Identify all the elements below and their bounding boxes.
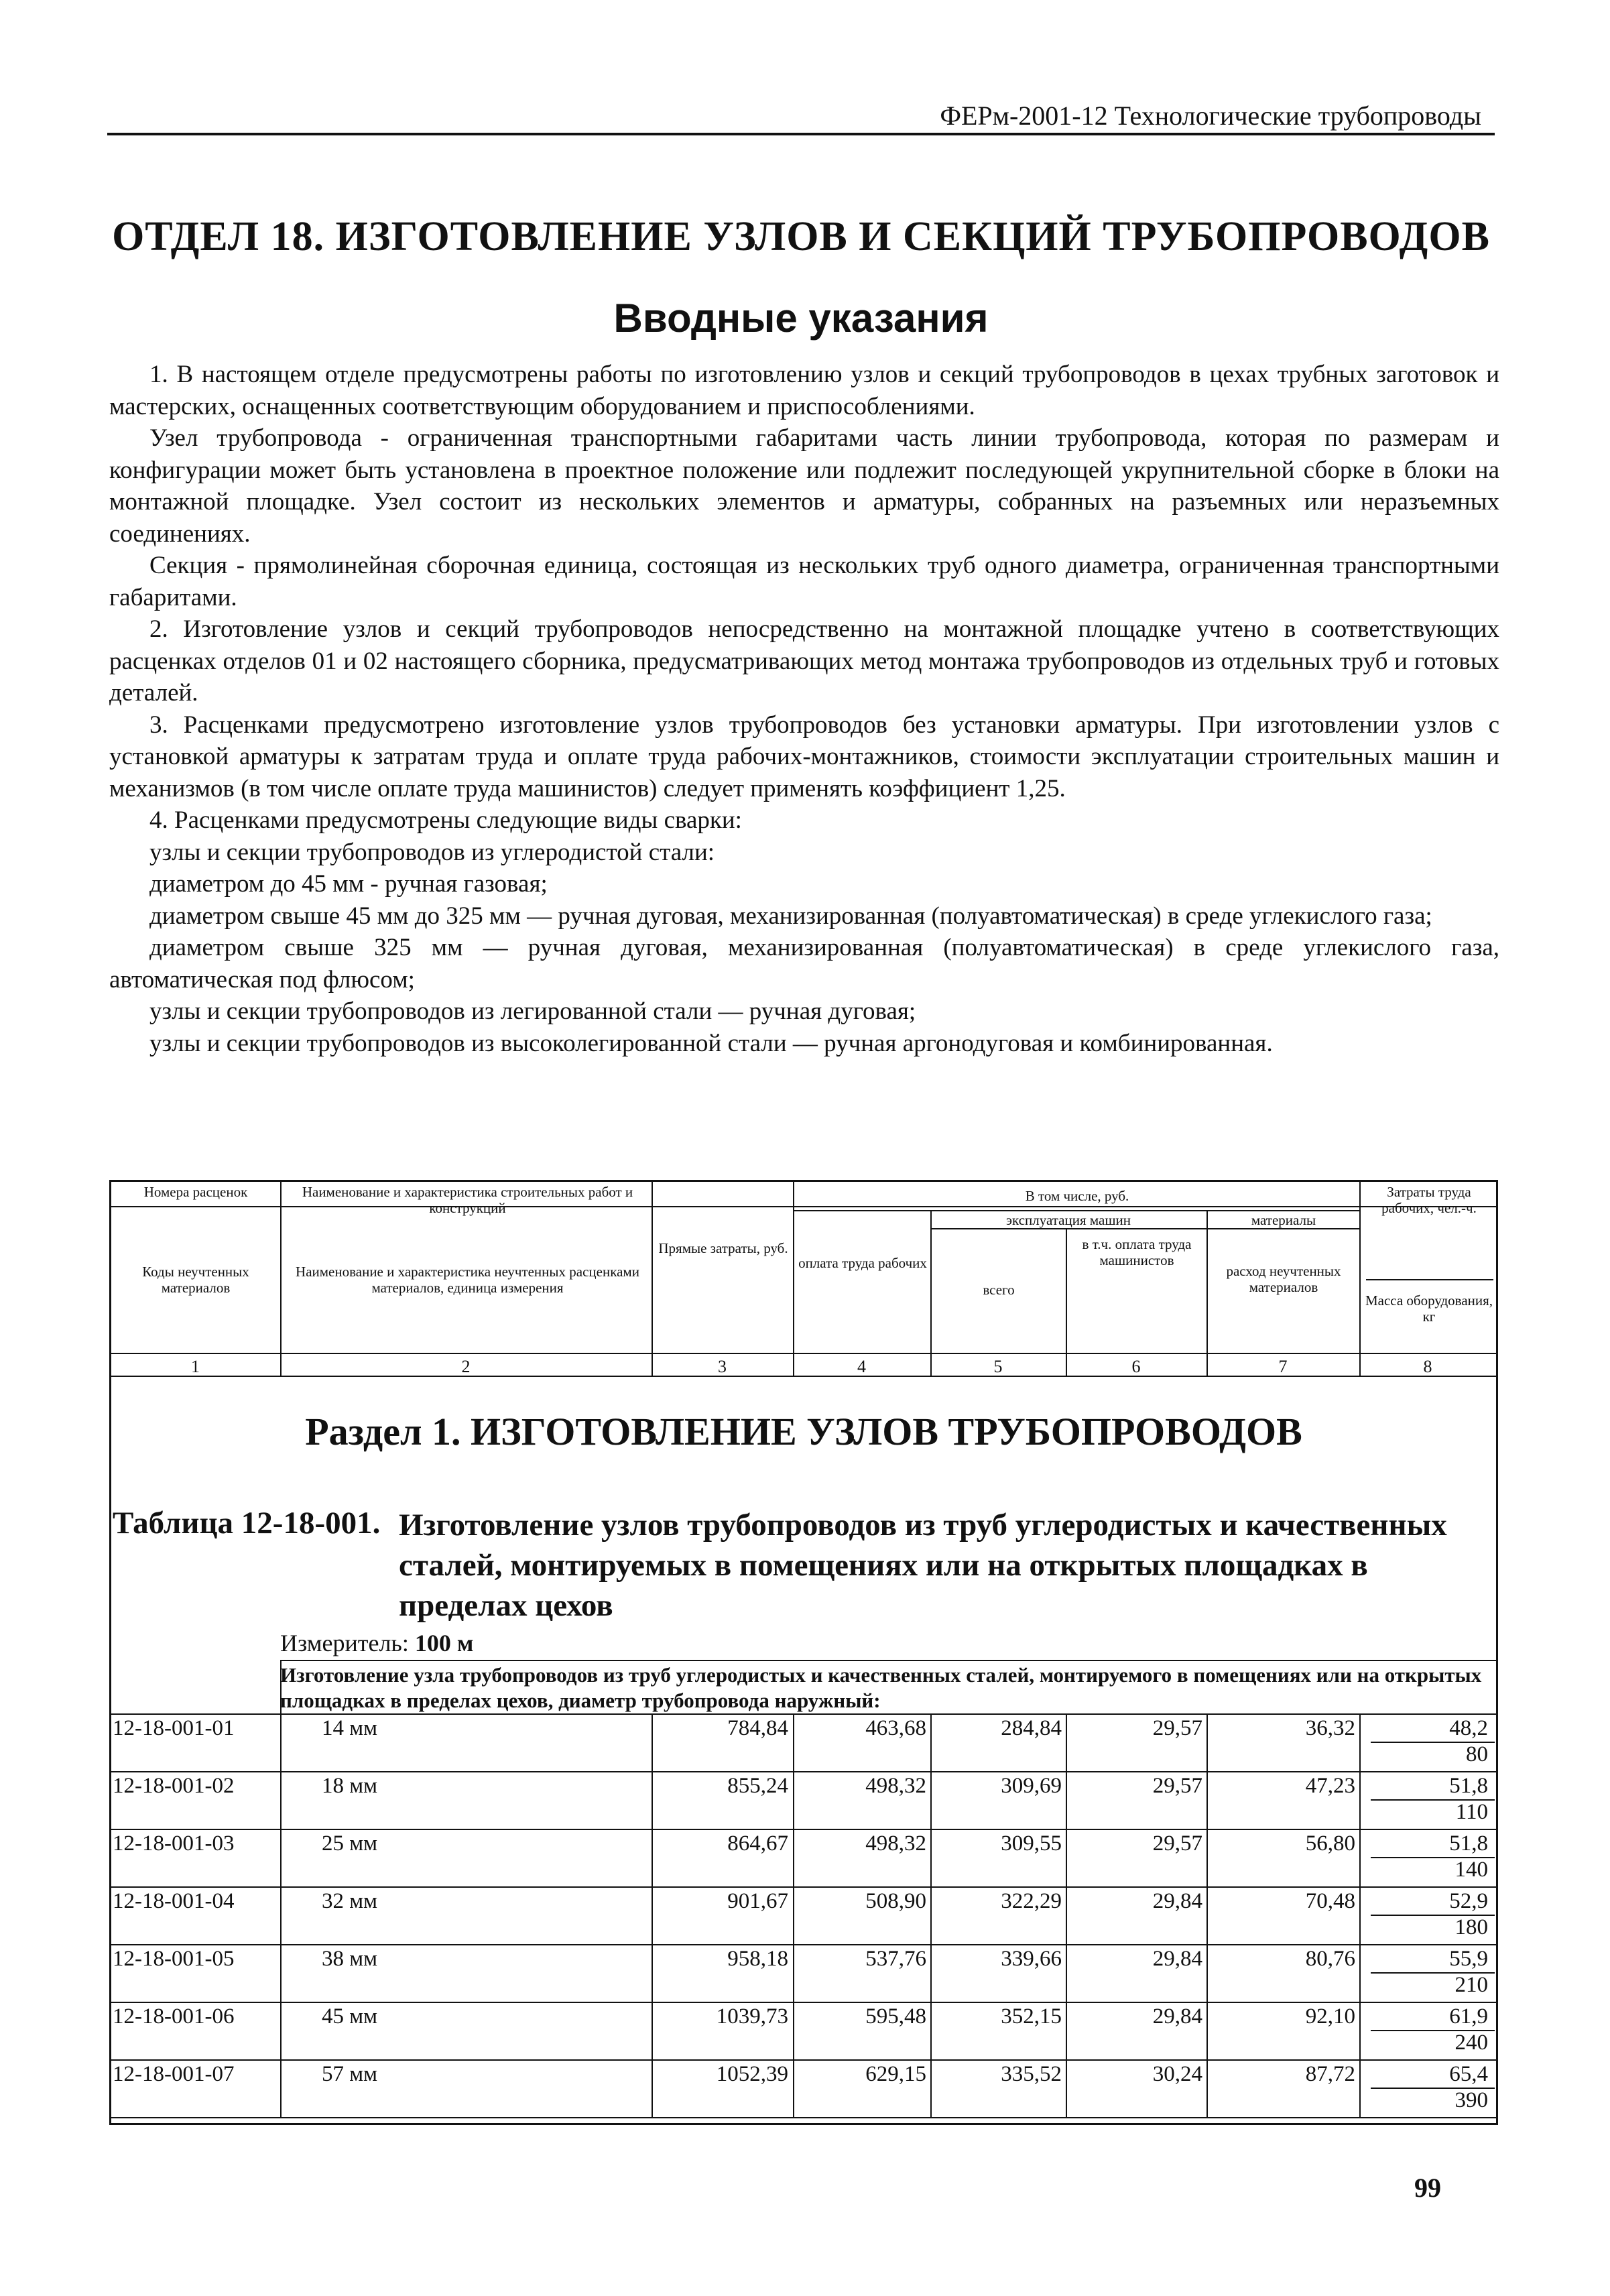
work-name: 18 мм — [322, 1774, 378, 1798]
cell-labor-pay: 498,32 — [865, 1774, 926, 1798]
work-name: 45 мм — [322, 2004, 378, 2029]
table-rule — [652, 1829, 653, 1886]
table-rule — [280, 2002, 282, 2059]
table-rule — [280, 2059, 282, 2117]
cell-direct: 855,24 — [727, 1774, 788, 1798]
table-rule — [1359, 1886, 1361, 1944]
table-rule — [793, 1713, 794, 1771]
table-rule — [652, 1771, 653, 1829]
table-rule — [1206, 1829, 1208, 1886]
header-material-name: Наименование и характеристика неучтенных расценками материалов, единица измерения — [296, 1264, 639, 1296]
equipment-mass: 180 — [1454, 1915, 1488, 1939]
work-name: 57 мм — [322, 2062, 378, 2086]
table-rule — [1359, 2002, 1361, 2059]
cell-direct: 1052,39 — [716, 2062, 788, 2086]
table-rule — [109, 1713, 1498, 1715]
table-rule — [109, 1944, 1498, 1945]
table-rule — [930, 1771, 932, 1829]
header-machines-total: всего — [983, 1282, 1015, 1298]
rate-code: 12-18-001-01 — [113, 1716, 235, 1740]
table-rule — [1366, 1279, 1493, 1280]
table-rule — [793, 1944, 794, 2002]
table-rule — [652, 1180, 653, 1376]
table-rule — [930, 1944, 932, 2002]
table-rule — [1359, 1944, 1361, 2002]
rate-code: 12-18-001-03 — [113, 1831, 235, 1856]
table-rule — [1066, 1829, 1067, 1886]
equipment-mass: 240 — [1454, 2031, 1488, 2055]
labor-hours: 48,2 — [1449, 1716, 1488, 1740]
cell-mach-pay: 29,84 — [1152, 1889, 1202, 1913]
work-name: 25 мм — [322, 1831, 378, 1856]
table-rule — [1066, 1771, 1067, 1829]
cell-labor-pay: 508,90 — [865, 1889, 926, 1913]
table-rule — [1359, 2059, 1361, 2117]
table-rule — [280, 1713, 282, 1771]
cell-labor-pay: 595,48 — [865, 2004, 926, 2029]
table-rule — [1206, 2002, 1208, 2059]
table-rule — [652, 1713, 653, 1771]
table-rule — [793, 1829, 794, 1886]
column-number: 3 — [718, 1357, 727, 1376]
cell-direct: 1039,73 — [716, 2004, 788, 2029]
table-rule — [930, 1713, 932, 1771]
table-rule — [930, 1886, 932, 1944]
rate-code: 12-18-001-05 — [113, 1947, 235, 1971]
header-labor-pay: оплата труда рабочих — [798, 1255, 927, 1271]
table-rule — [930, 1829, 932, 1886]
cell-labor-pay: 498,32 — [865, 1831, 926, 1856]
table-rule — [1066, 1713, 1067, 1771]
header-including: В том числе, руб. — [1025, 1188, 1129, 1204]
table-rule — [1359, 1713, 1361, 1771]
cell-materials: 80,76 — [1305, 1947, 1355, 1971]
cell-materials: 70,48 — [1305, 1889, 1355, 1913]
header-direct-costs: Прямые затраты, руб. — [658, 1240, 788, 1256]
cell-materials: 87,72 — [1305, 2062, 1355, 2086]
equipment-mass: 110 — [1455, 1800, 1488, 1824]
table-rule — [1066, 2059, 1067, 2117]
cell-mach-total: 309,55 — [1001, 1831, 1062, 1856]
cell-materials: 36,32 — [1305, 1716, 1355, 1740]
intro-title: Вводные указания — [613, 296, 989, 341]
table-rule — [930, 2002, 932, 2059]
table-rule — [1066, 1228, 1067, 1376]
table-rule — [1206, 1210, 1208, 1376]
table-rule — [793, 1771, 794, 1829]
header-materials: материалы — [1251, 1212, 1316, 1228]
table-rule — [109, 2059, 1498, 2061]
labor-hours: 55,9 — [1449, 1947, 1488, 1971]
intro-paragraph: 2. Изготовление узлов и секций трубопроводов непосредственно на монтажной площадке учтено в соответствующих расценках отделов 01 и 02 настоящего сборника, предусматривающих метод монтажа трубопроводов из отдельных труб и готовых деталей. — [109, 615, 1499, 707]
equipment-mass: 80 — [1466, 1742, 1488, 1766]
intro-paragraph: Узел трубопровода - ограниченная транспортными габаритами часть линии трубопровода, которая по размерам и конфигурации может быть установлена в проектное положение или подлежит последующей укрупнительной сборке в блоки на монтажной площадке. Узел состоит из нескольких элементов и арматуры, собранных на разъемных или неразъемных соединениях. — [109, 424, 1499, 548]
table-rule — [109, 1353, 1498, 1354]
cell-mach-pay: 29,84 — [1152, 1947, 1202, 1971]
table-rule — [1066, 2002, 1067, 2059]
table-rule — [652, 1886, 653, 1944]
intro-paragraph: диаметром свыше 45 мм до 325 мм — ручная дуговая, механизированная (полуавтоматическая) в среде углекислого газа; — [149, 902, 1432, 930]
intro-paragraph: 1. В настоящем отделе предусмотрены работы по изготовлению узлов и секций трубопроводов в цехах трубных заготовок и мастерских, оснащенных соответствующим оборудованием и приспособлениями. — [109, 361, 1499, 420]
cell-mach-total: 335,52 — [1001, 2062, 1062, 2086]
column-number: 1 — [191, 1357, 200, 1376]
cell-direct: 784,84 — [727, 1716, 788, 1740]
table-caption-prefix: Таблица 12-18-001. — [113, 1506, 381, 1540]
intro-paragraph: Секция - прямолинейная сборочная единица, состоящая из нескольких труб одного диаметра, ограниченная транспортными габаритами. — [109, 552, 1499, 611]
table-rule — [793, 1210, 1359, 1211]
header-labor-hours: Затраты труда рабочих, чел.-ч. — [1381, 1184, 1477, 1216]
cell-mach-pay: 29,57 — [1152, 1774, 1202, 1798]
table-rule — [793, 2002, 794, 2059]
measure-unit — [280, 1629, 473, 1657]
table-rule — [280, 1660, 1498, 1661]
equipment-mass: 140 — [1454, 1858, 1488, 1882]
table-rule — [930, 1210, 932, 1376]
cell-materials: 47,23 — [1305, 1774, 1355, 1798]
table-rule — [652, 2059, 653, 2117]
cell-labor-pay: 463,68 — [865, 1716, 926, 1740]
work-name: 38 мм — [322, 1947, 378, 1971]
column-number: 2 — [461, 1357, 471, 1376]
labor-hours: 61,9 — [1449, 2004, 1488, 2029]
cell-mach-pay: 29,84 — [1152, 2004, 1202, 2029]
table-rule — [652, 1944, 653, 2002]
header-equipment-mass: Масса оборудования, кг — [1365, 1292, 1493, 1325]
cell-materials: 56,80 — [1305, 1831, 1355, 1856]
header-rate-numbers: Номера расценок — [143, 1184, 248, 1200]
work-name: 32 мм — [322, 1889, 378, 1913]
table-rule — [1206, 1713, 1208, 1771]
cell-direct: 901,67 — [727, 1889, 788, 1913]
razdel-title: Раздел 1. ИЗГОТОВЛЕНИЕ УЗЛОВ ТРУБОПРОВОДОВ — [305, 1410, 1302, 1453]
rate-code: 12-18-001-07 — [113, 2062, 235, 2086]
cell-labor-pay: 629,15 — [865, 2062, 926, 2086]
measure-label: Измеритель: — [280, 1630, 409, 1656]
equipment-mass: 210 — [1454, 1973, 1488, 1997]
header-material-codes: Коды неучтенных материалов — [142, 1264, 249, 1296]
cell-direct: 958,18 — [727, 1947, 788, 1971]
intro-paragraph: узлы и секции трубопроводов из легированной стали — ручная дуговая; — [149, 998, 916, 1025]
cell-mach-pay: 29,57 — [1152, 1831, 1202, 1856]
cell-materials: 92,10 — [1305, 2004, 1355, 2029]
column-number: 4 — [857, 1357, 866, 1376]
measure-value: 100 м — [414, 1630, 474, 1656]
header-machinist-pay: в т.ч. оплата труда машинистов — [1082, 1236, 1192, 1268]
column-number: 8 — [1423, 1357, 1432, 1376]
table-rule — [1359, 1771, 1361, 1829]
intro-paragraph: узлы и секции трубопроводов из углеродистой стали: — [149, 838, 715, 866]
cell-direct: 864,67 — [727, 1831, 788, 1856]
table-rule — [280, 1180, 282, 1376]
section-title: ОТДЕЛ 18. ИЗГОТОВЛЕНИЕ УЗЛОВ И СЕКЦИЙ ТРУБОПРОВОДОВ — [112, 214, 1490, 259]
labor-hours: 51,8 — [1449, 1774, 1488, 1798]
work-name: 14 мм — [322, 1716, 378, 1740]
running-header — [107, 94, 1495, 135]
cell-mach-pay: 29,57 — [1152, 1716, 1202, 1740]
table-rule — [1206, 1886, 1208, 1944]
header-material-use: расход неучтенных материалов — [1226, 1263, 1341, 1295]
table-rule — [1359, 1180, 1361, 1376]
page-number: 99 — [1414, 2173, 1441, 2203]
cell-mach-total: 284,84 — [1001, 1716, 1062, 1740]
intro-paragraph: узлы и секции трубопроводов из высоколегированной стали — ручная аргонодуговая и комбинированная. — [149, 1029, 1273, 1057]
table-rule — [793, 1180, 794, 1376]
column-number: 7 — [1278, 1357, 1288, 1376]
intro-paragraph: 4. Расценками предусмотрены следующие виды сварки: — [149, 806, 742, 834]
cell-mach-total: 309,69 — [1001, 1774, 1062, 1798]
table-rule — [1066, 1944, 1067, 2002]
table-rule — [1206, 2059, 1208, 2117]
equipment-mass: 390 — [1454, 2088, 1488, 2112]
cell-mach-pay: 30,24 — [1152, 2062, 1202, 2086]
cell-mach-total: 322,29 — [1001, 1889, 1062, 1913]
running-header-text: ФЕРм-2001-12 Технологические трубопроводы — [940, 101, 1481, 131]
table-rule — [280, 1886, 282, 1944]
header-work-name: Наименование и характеристика строительных работ и конструкций — [302, 1184, 633, 1216]
labor-hours: 52,9 — [1449, 1889, 1488, 1913]
table-rule — [109, 2002, 1498, 2003]
rate-code: 12-18-001-04 — [113, 1889, 235, 1913]
intro-text — [109, 359, 1499, 1059]
intro-paragraph: 3. Расценками предусмотрено изготовление узлов трубопроводов без установки арматуры. При изготовлении узлов с установкой арматуры к затратам труда и оплате труда рабочих-монтажников, стоимости эксплуатации строительных машин и механизмов (в том числе оплате труда машинистов) следует применять коэффициент 1,25. — [109, 711, 1499, 802]
table-rule — [793, 2059, 794, 2117]
cell-mach-total: 339,66 — [1001, 1947, 1062, 1971]
table-rule — [109, 1886, 1498, 1888]
rate-code: 12-18-001-06 — [113, 2004, 235, 2029]
cell-labor-pay: 537,76 — [865, 1947, 926, 1971]
labor-hours: 51,8 — [1449, 1831, 1488, 1856]
column-number: 5 — [993, 1357, 1003, 1376]
table-rule — [109, 2117, 1498, 2118]
labor-hours: 65,4 — [1449, 2062, 1488, 2086]
table-rule — [1359, 1829, 1361, 1886]
table-rule — [793, 1886, 794, 1944]
table-rule — [1066, 1886, 1067, 1944]
table-rule — [280, 1829, 282, 1886]
table-rule — [109, 1771, 1498, 1772]
table-rule — [652, 2002, 653, 2059]
table-rule — [280, 1944, 282, 2002]
rate-code: 12-18-001-02 — [113, 1774, 235, 1798]
intro-paragraph: диаметром до 45 мм - ручная газовая; — [149, 870, 548, 898]
header-machines: эксплуатация машин — [1006, 1212, 1131, 1228]
cell-mach-total: 352,15 — [1001, 2004, 1062, 2029]
table-rule — [930, 2059, 932, 2117]
table-rule — [1206, 1944, 1208, 2002]
table-rule — [109, 1829, 1498, 1830]
column-number: 6 — [1131, 1357, 1141, 1376]
table-rule — [930, 1228, 1359, 1229]
group-heading: Изготовление узла трубопроводов из труб углеродистых и качественных сталей, монтируемого в помещениях или на открытых площадках в пределах цехов, диаметр трубопровода наружный: — [280, 1663, 1482, 1712]
intro-paragraph: диаметром свыше 325 мм — ручная дуговая, механизированная (полуавтоматическая) в среде углекислого газа, автоматическая под флюсом; — [109, 934, 1499, 993]
table-caption-text: Изготовление узлов трубопроводов из труб углеродистых и качественных сталей, монтируемых в помещениях или на открытых площадках в пределах цехов — [399, 1508, 1447, 1623]
table-rule — [280, 1771, 282, 1829]
table-rule — [1206, 1771, 1208, 1829]
